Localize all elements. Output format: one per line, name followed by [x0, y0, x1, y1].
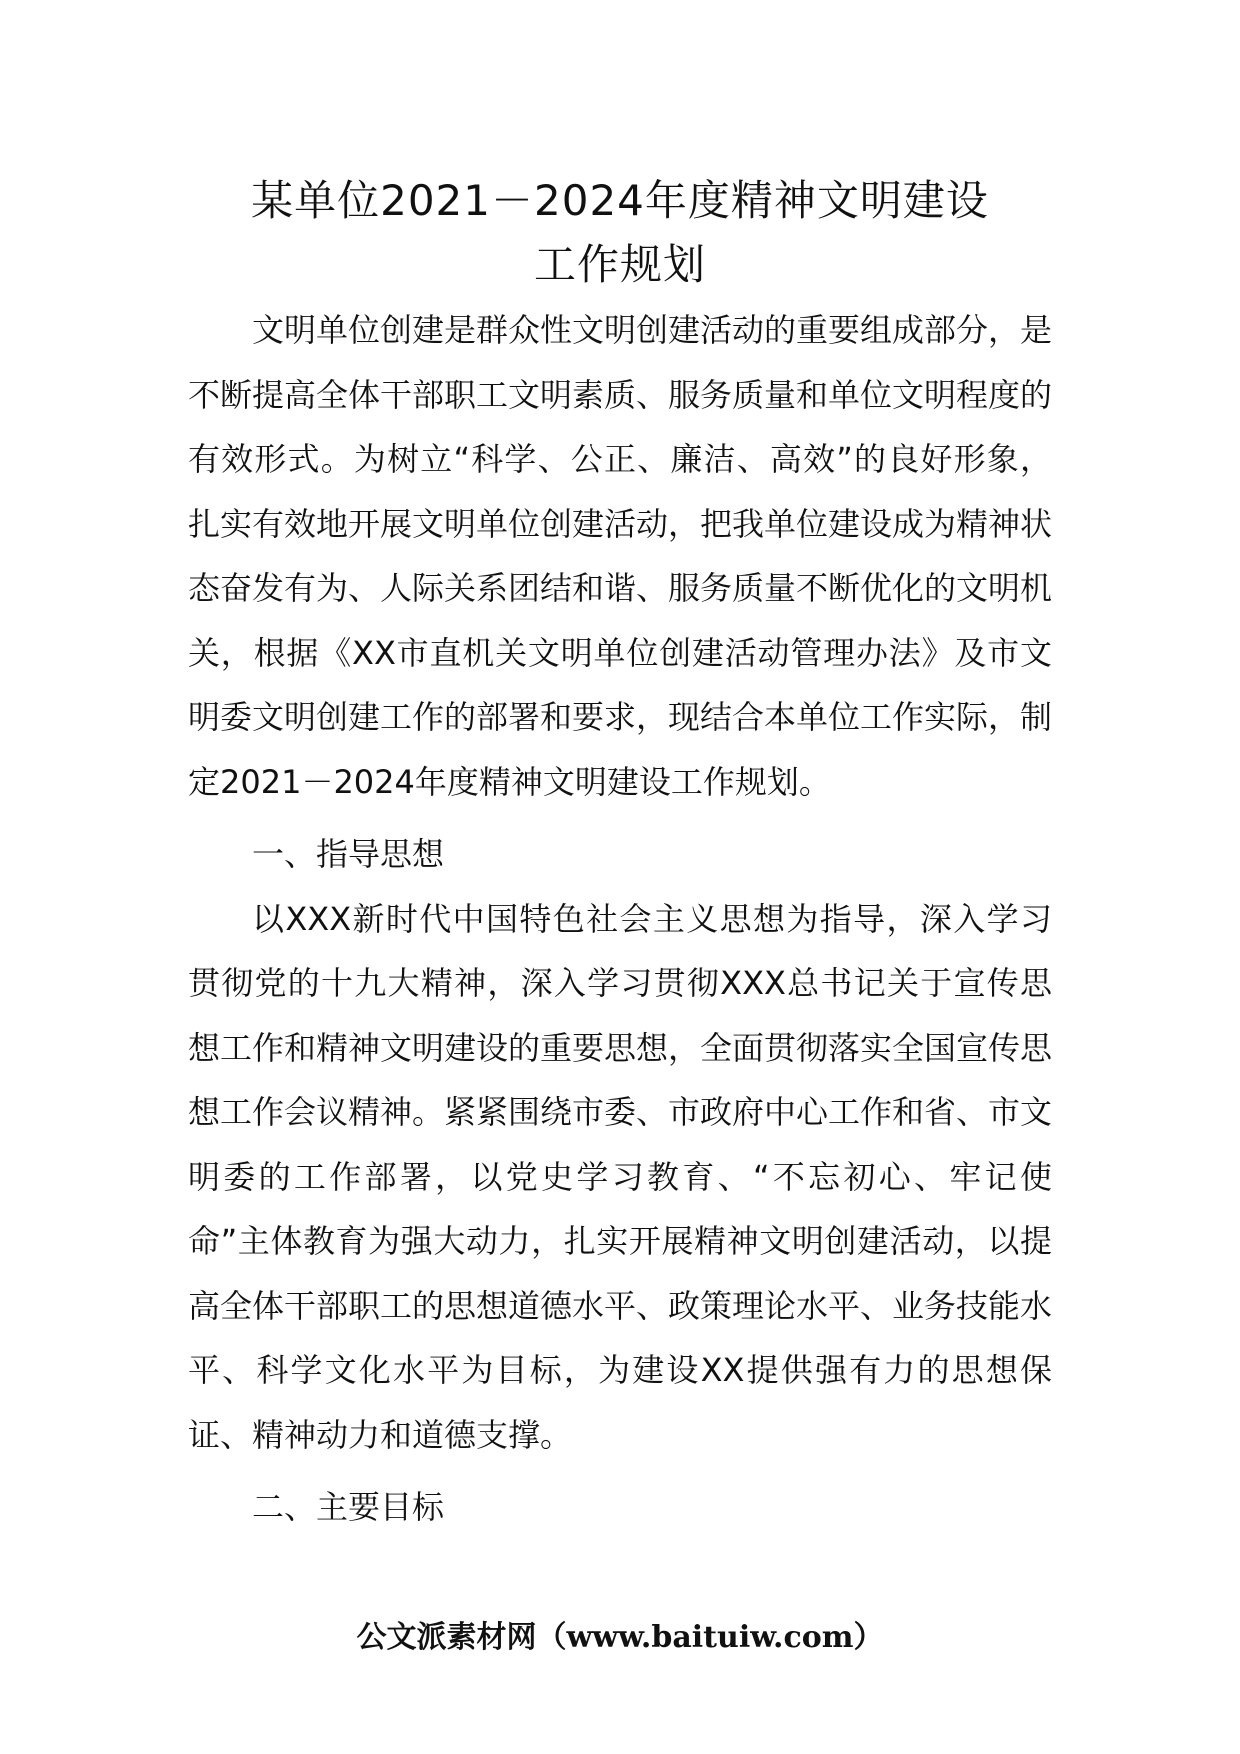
intro-paragraph: 文明单位创建是群众性文明创建活动的重要组成部分，是不断提高全体干部职工文明素质、服务质量和单位文明程度的有效形式。为树立“科学、公正、廉洁、高效”的良好形象，扎实有效地开展文明单位创建活动，把我单位建设成为精神状态奋发有为、人际关系团结和谐、服务质量不断优化的文明机关，根据《XX市直机关文明单位创建活动管理办法》及市文明委文明创建工作的部署和要求，现结合本单位工作实际，制定2021－2024年度精神文明建设工作规划。: [188, 311, 1053, 801]
document-title-line-1: 某单位2021－2024年度精神文明建设: [251, 176, 989, 225]
spacer: [188, 1467, 1052, 1475]
section-1-heading: 一、指导思想: [252, 835, 445, 873]
footer-watermark: 公文派素材网（www.baituiw.com）: [356, 1620, 884, 1655]
document-title-line-2: 工作规划: [533, 240, 706, 289]
section-1-paragraph: 以XXX新时代中国特色社会主义思想为指导，深入学习贯彻党的十九大精神，深入学习贯彻XXX总书记关于宣传思想工作和精神文明建设的重要思想，全面贯彻落实全国宣传思想工作会议精神。紧紧围绕市委、市政府中心工作和省、市文明委的工作部署，以党史学习教育、“不忘初心、牢记使命”主体教育为强大动力，扎实开展精神文明创建活动，以提高全体干部职工的思想道德水平、政策理论水平、业务技能水平、科学文化水平为目标，为建设XX提供强有力的思想保证、精神动力和道德支撑。: [188, 899, 1053, 1454]
spacer: [188, 814, 1052, 822]
document-body: [188, 298, 1052, 1540]
section-2-heading: 二、主要目标: [252, 1488, 445, 1526]
